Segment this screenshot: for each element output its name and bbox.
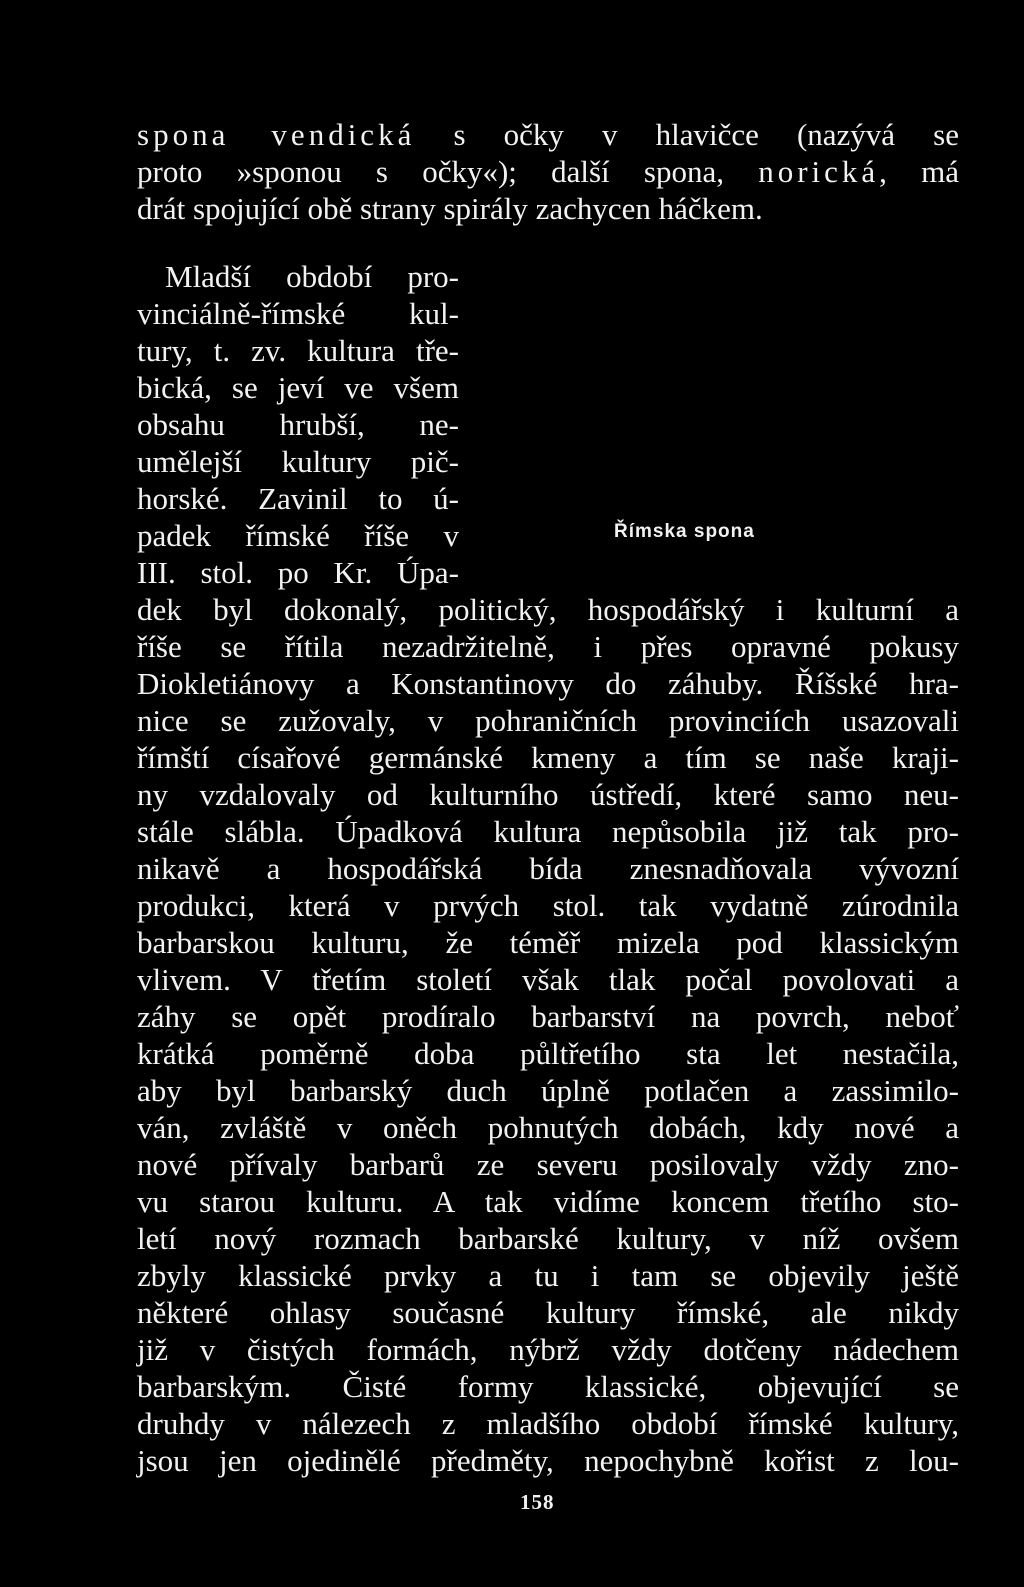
text-line: nice se zužovaly, v pohraničních provinciích usazovali: [137, 703, 959, 738]
text-line: barbarským. Čisté formy klassické, objevující se: [137, 1369, 959, 1404]
text-line: horské. Zavinil to ú-: [137, 481, 459, 516]
text-line: krátká poměrně doba půltřetího sta let nestačila,: [137, 1036, 959, 1071]
text-line: drát spojující obě strany spirály zachycen háčkem.: [137, 191, 763, 226]
text-line: aby byl barbarský duch úplně potlačen a zassimilo-: [137, 1073, 959, 1108]
text-line: spona vendická s očky v hlavičce (nazývá se: [137, 117, 959, 152]
text-line: III. stol. po Kr. Úpa-: [137, 555, 459, 590]
text-line: ny vzdalovaly od kulturního ústředí, které samo neu-: [137, 777, 959, 812]
text-line: proto »sponou s očky«); další spona, norická, má: [137, 154, 959, 189]
text-line: některé ohlasy současné kultury římské, ale nikdy: [137, 1295, 959, 1330]
text-line: stále slábla. Úpadková kultura nepůsobila již tak pro-: [137, 814, 959, 849]
text-line: dek byl dokonalý, politický, hospodářský i kulturní a: [137, 592, 959, 627]
text-line: Mladší období pro-: [165, 259, 459, 294]
text-line: již v čistých formách, nýbrž vždy dotčeny nádechem: [137, 1332, 959, 1367]
text-line: jsou jen ojedinělé předměty, nepochybně kořist z lou-: [137, 1443, 959, 1478]
text-line: barbarskou kulturu, že téměř mizela pod klassickým: [137, 925, 959, 960]
text-line: ván, zvláště v oněch pohnutých dobách, kdy nové a: [137, 1110, 959, 1145]
text-line: římští císařové germánské kmeny a tím se naše kraji-: [137, 740, 959, 775]
text-line: vlivem. V třetím století však tlak počal povolovati a: [137, 962, 959, 997]
text-line: říše se řítila nezadržitelně, i přes opravné pokusy: [137, 629, 959, 664]
text-line: Diokletiánovy a Konstantinovy do záhuby. Říšské hra-: [137, 666, 959, 701]
text-line: nové přívaly barbarů ze severu posilovaly vždy zno-: [137, 1147, 959, 1182]
text-line: záhy se opět prodíralo barbarství na povrch, neboť: [137, 999, 959, 1034]
text-line: zbyly klassické prvky a tu i tam se objevily ještě: [137, 1258, 959, 1293]
text-line: tury, t. zv. kultura tře-: [137, 333, 459, 368]
text-line: vinciálně-římské kul-: [137, 296, 459, 331]
figure-caption: Římska spona: [614, 521, 755, 542]
text-line: obsahu hrubší, ne-: [137, 407, 459, 442]
text-line: umělejší kultury pič-: [137, 444, 459, 479]
text-line: nikavě a hospodářská bída znesnadňovala vývozní: [137, 851, 959, 886]
text-line: druhdy v nálezech z mladšího období římské kultury,: [137, 1406, 959, 1441]
text-line: bická, se jeví ve všem: [137, 370, 459, 405]
text-line: padek římské říše v: [137, 518, 459, 553]
page-number: 158: [520, 1490, 555, 1514]
text-line: vu starou kulturu. A tak vidíme koncem třetího sto-: [137, 1184, 959, 1219]
emphasis-noricka: norická: [758, 154, 880, 189]
text-line: produkci, která v prvých stol. tak vydatně zúrodnila: [137, 888, 959, 923]
emphasis-vendicka: spona vendická: [137, 117, 416, 152]
text-line: letí nový rozmach barbarské kultury, v níž ovšem: [137, 1221, 959, 1256]
